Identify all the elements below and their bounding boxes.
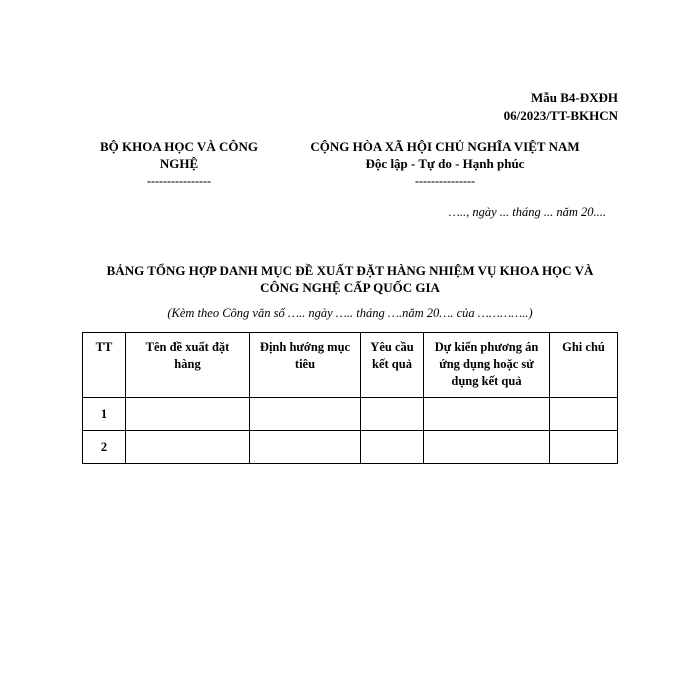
document-title: [80, 262, 620, 296]
form-code: [504, 89, 618, 125]
column-header-name: [126, 333, 250, 398]
column-header-tt: [83, 333, 126, 398]
table-cell: [250, 431, 361, 464]
column-header-name-line2: hàng: [174, 357, 201, 371]
table-cell: [550, 398, 618, 431]
column-header-name-line1: Tên đề xuất đặt: [145, 340, 230, 354]
table-cell: [550, 431, 618, 464]
table-row: [83, 398, 618, 431]
form-code-line2: 06/2023/TT-BKHCN: [503, 108, 618, 123]
nation-dashes: ---------------: [415, 174, 475, 188]
nation-motto: Độc lập - Tự do - Hạnh phúc: [365, 156, 525, 171]
ministry-header: [90, 138, 268, 188]
nation-line1: CỘNG HÒA XÃ HỘI CHỦ NGHĨA VIỆT NAM: [310, 139, 580, 154]
column-header-orientation-line1: Định hướng mục: [259, 340, 351, 354]
table-cell: [424, 398, 550, 431]
table-cell: [424, 431, 550, 464]
title-line1: BẢNG TỔNG HỢP DANH MỤC ĐỀ XUẤT ĐẶT HÀNG NHIỆM VỤ KHOA HỌC VÀ: [106, 263, 594, 278]
column-header-orientation: [250, 333, 361, 398]
column-header-application-line3: dụng kết quả: [451, 374, 522, 388]
row-number: 2: [83, 431, 126, 464]
title-line2: CÔNG NGHỆ CẤP QUỐC GIA: [260, 280, 440, 295]
table-cell: [250, 398, 361, 431]
column-header-tt-line1: TT: [95, 340, 113, 354]
form-code-line1: Mẫu B4-ĐXĐH: [530, 90, 618, 105]
row-number: 1: [83, 398, 126, 431]
column-header-notes: [550, 333, 618, 398]
column-header-orientation-line2: tiêu: [294, 357, 316, 371]
column-header-requirements-line1: Yêu cầu: [370, 340, 414, 354]
table-cell: [126, 398, 250, 431]
column-header-requirements: [361, 333, 424, 398]
table-cell: [126, 431, 250, 464]
summary-table: [82, 332, 618, 464]
column-header-application-plan: [424, 333, 550, 398]
ministry-dashes: ----------------: [147, 174, 211, 188]
ministry-line2: NGHỆ: [159, 156, 199, 171]
document-subtitle: (Kèm theo Công văn số ….. ngày ….. tháng ….năm 20…. của …………..): [167, 306, 533, 320]
date-line: ….., ngày ... tháng ... năm 20....: [448, 205, 606, 219]
column-header-application-line1: Dự kiến phương án: [434, 340, 539, 354]
table-header-row: [83, 333, 618, 398]
table-row: [83, 431, 618, 464]
column-header-notes-line1: Ghi chú: [562, 340, 605, 354]
column-header-application-line2: ứng dụng hoặc sử: [439, 357, 534, 371]
table-cell: [361, 398, 424, 431]
table-cell: [361, 431, 424, 464]
nation-header: [290, 138, 600, 188]
ministry-line1: BỘ KHOA HỌC VÀ CÔNG: [100, 139, 258, 154]
column-header-requirements-line2: kết quả: [372, 357, 412, 371]
